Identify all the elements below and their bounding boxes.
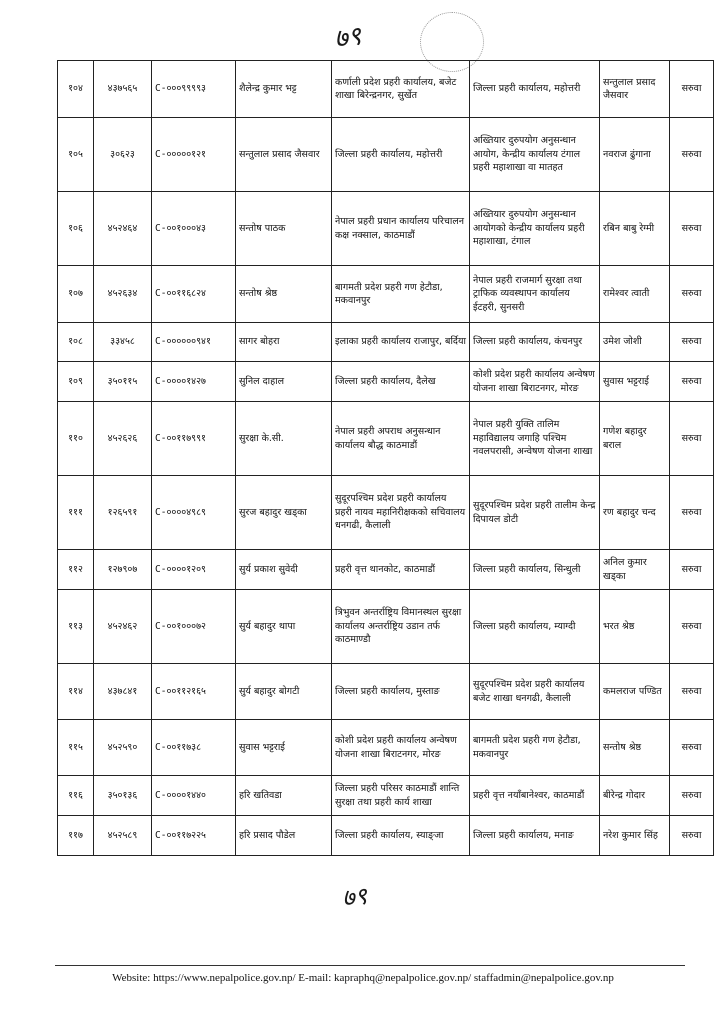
swap-with-cell: नरेश कुमार सिंह bbox=[600, 816, 670, 856]
swap-with-cell: रबिन बाबु रेग्मी bbox=[600, 192, 670, 266]
action-cell: सरुवा bbox=[670, 720, 714, 776]
id-number-cell: ४३७५६५ bbox=[94, 61, 152, 118]
handwritten-page-number-top: ७९ bbox=[332, 21, 364, 55]
table-row bbox=[58, 61, 714, 118]
to-office-cell: अख्तियार दुरुपयोग अनुसन्धान आयोग, केन्द्रीय कार्यालय टंगाल प्रहरी महाशाखा वा मातहत bbox=[470, 118, 600, 192]
id-number-cell: ३५०११५ bbox=[94, 362, 152, 402]
from-office-cell: जिल्ला प्रहरी कार्यालय, मुस्ताङ bbox=[332, 664, 470, 720]
to-office-cell: जिल्ला प्रहरी कार्यालय, म्याग्दी bbox=[470, 590, 600, 664]
id-number-cell: ४५२६३४ bbox=[94, 266, 152, 323]
swap-with-cell: सन्तोष श्रेष्ठ bbox=[600, 720, 670, 776]
name-cell: सन्तोष श्रेष्ठ bbox=[236, 266, 332, 323]
serial-cell: ११३ bbox=[58, 590, 94, 664]
table-row bbox=[58, 476, 714, 550]
to-office-cell: कोशी प्रदेश प्रहरी कार्यालय अन्वेषण योजना शाखा बिराटनगर, मोरङ bbox=[470, 362, 600, 402]
action-cell: सरुवा bbox=[670, 402, 714, 476]
footer-contact: Website: https://www.nepalpolice.gov.np/ E-mail: kapraphq@nepalpolice.gov.np/ staffadmin@nepalpolice.gov.np bbox=[112, 972, 614, 984]
swap-with-cell: सन्तुलाल प्रसाद जैसवार bbox=[600, 61, 670, 118]
id-number-cell: ३३४५८ bbox=[94, 323, 152, 362]
code-cell: C-०००९९९९३ bbox=[152, 61, 236, 118]
id-number-cell: ४५२५९० bbox=[94, 720, 152, 776]
serial-cell: १०९ bbox=[58, 362, 94, 402]
table-row bbox=[58, 192, 714, 266]
name-cell: हरि प्रसाद पौडेल bbox=[236, 816, 332, 856]
swap-with-cell: कमलराज पण्डित bbox=[600, 664, 670, 720]
action-cell: सरुवा bbox=[670, 61, 714, 118]
code-cell: C-००१०००७२ bbox=[152, 590, 236, 664]
id-number-cell: ४५२४६४ bbox=[94, 192, 152, 266]
action-cell: सरुवा bbox=[670, 192, 714, 266]
name-cell: सुर्य बहादुर बोगटी bbox=[236, 664, 332, 720]
id-number-cell: १२७९०७ bbox=[94, 550, 152, 590]
table-row bbox=[58, 118, 714, 192]
table-row bbox=[58, 402, 714, 476]
from-office-cell: जिल्ला प्रहरी कार्यालय, दैलेख bbox=[332, 362, 470, 402]
action-cell: सरुवा bbox=[670, 590, 714, 664]
from-office-cell: नेपाल प्रहरी अपराध अनुसन्धान कार्यालय बौद्ध काठमाडौं bbox=[332, 402, 470, 476]
swap-with-cell: रामेश्वर त्वाती bbox=[600, 266, 670, 323]
id-number-cell: ३०६२३ bbox=[94, 118, 152, 192]
serial-cell: १०६ bbox=[58, 192, 94, 266]
table-row bbox=[58, 776, 714, 816]
swap-with-cell: गणेश बहादुर बराल bbox=[600, 402, 670, 476]
table-row bbox=[58, 323, 714, 362]
footer-divider bbox=[55, 965, 685, 966]
serial-cell: १०८ bbox=[58, 323, 94, 362]
code-cell: C-०००००१२१ bbox=[152, 118, 236, 192]
to-office-cell: जिल्ला प्रहरी कार्यालय, सिन्धुली bbox=[470, 550, 600, 590]
code-cell: C-००००१४४० bbox=[152, 776, 236, 816]
serial-cell: ११० bbox=[58, 402, 94, 476]
action-cell: सरुवा bbox=[670, 816, 714, 856]
action-cell: सरुवा bbox=[670, 323, 714, 362]
serial-cell: ११४ bbox=[58, 664, 94, 720]
to-office-cell: नेपाल प्रहरी राजमार्ग सुरक्षा तथा ट्राफिक व्यवस्थापन कार्यालय ईटहरी, सुनसरी bbox=[470, 266, 600, 323]
serial-cell: ११७ bbox=[58, 816, 94, 856]
serial-cell: ११५ bbox=[58, 720, 94, 776]
name-cell: हरि खतिवडा bbox=[236, 776, 332, 816]
id-number-cell: ४५२६२६ bbox=[94, 402, 152, 476]
serial-cell: १०५ bbox=[58, 118, 94, 192]
action-cell: सरुवा bbox=[670, 664, 714, 720]
name-cell: सन्तोष पाठक bbox=[236, 192, 332, 266]
serial-cell: १०७ bbox=[58, 266, 94, 323]
code-cell: C-००००१४२७ bbox=[152, 362, 236, 402]
code-cell: C-००११७२२५ bbox=[152, 816, 236, 856]
code-cell: C-००१०००४३ bbox=[152, 192, 236, 266]
name-cell: शैलेन्द्र कुमार भट्ट bbox=[236, 61, 332, 118]
swap-with-cell: बीरेन्द्र गोदार bbox=[600, 776, 670, 816]
from-office-cell: जिल्ला प्रहरी परिसर काठमाडौं शान्ति सुरक्षा तथा प्रहरी कार्य शाखा bbox=[332, 776, 470, 816]
to-office-cell: सुदूरपश्चिम प्रदेश प्रहरी तालीम केन्द्र दिपायल डोटी bbox=[470, 476, 600, 550]
from-office-cell: त्रिभुवन अन्तर्राष्ट्रिय विमानस्थल सुरक्षा कार्यालय अन्तर्राष्ट्रिय उडान तर्फ काठमाण्डौ bbox=[332, 590, 470, 664]
code-cell: C-००११२१६५ bbox=[152, 664, 236, 720]
to-office-cell: जिल्ला प्रहरी कार्यालय, कंचनपुर bbox=[470, 323, 600, 362]
to-office-cell: नेपाल प्रहरी युक्ति तालिम महाविद्यालय जगाहि पश्चिम नवलपरासी, अन्वेषण योजना शाखा bbox=[470, 402, 600, 476]
from-office-cell: इलाका प्रहरी कार्यालय राजापुर, बर्दिया bbox=[332, 323, 470, 362]
handwritten-page-number-bottom: ७९ bbox=[340, 881, 369, 913]
to-office-cell: जिल्ला प्रहरी कार्यालय, मनाङ bbox=[470, 816, 600, 856]
name-cell: सुनिल दाहाल bbox=[236, 362, 332, 402]
action-cell: सरुवा bbox=[670, 550, 714, 590]
name-cell: सुर्य प्रकाश सुवेदी bbox=[236, 550, 332, 590]
id-number-cell: ४५२४६२ bbox=[94, 590, 152, 664]
code-cell: C-००००१२०९ bbox=[152, 550, 236, 590]
from-office-cell: बागमती प्रदेश प्रहरी गण हेटौडा, मकवानपुर bbox=[332, 266, 470, 323]
table-row bbox=[58, 266, 714, 323]
table-row bbox=[58, 664, 714, 720]
to-office-cell: सुदूरपश्चिम प्रदेश प्रहरी कार्यालय बजेट शाखा धनगढी, कैलाली bbox=[470, 664, 600, 720]
to-office-cell: बागमती प्रदेश प्रहरी गण हेटौडा, मकवानपुर bbox=[470, 720, 600, 776]
action-cell: सरुवा bbox=[670, 362, 714, 402]
from-office-cell: जिल्ला प्रहरी कार्यालय, महोत्तरी bbox=[332, 118, 470, 192]
action-cell: सरुवा bbox=[670, 476, 714, 550]
serial-cell: ११२ bbox=[58, 550, 94, 590]
to-office-cell: अख्तियार दुरुपयोग अनुसन्धान आयोगको केन्द्रीय कार्यालय प्रहरी महाशाखा, टंगाल bbox=[470, 192, 600, 266]
name-cell: सुरक्षा के.सी. bbox=[236, 402, 332, 476]
from-office-cell: सुदूरपश्चिम प्रदेश प्रहरी कार्यालय प्रहरी नायव महानिरीक्षकको सचिवालय धनगढी, कैलाली bbox=[332, 476, 470, 550]
name-cell: सन्तुलाल प्रसाद जैसवार bbox=[236, 118, 332, 192]
from-office-cell: नेपाल प्रहरी प्रधान कार्यालय परिचालन कक्ष नक्साल, काठमाडौं bbox=[332, 192, 470, 266]
name-cell: सागर बोहरा bbox=[236, 323, 332, 362]
code-cell: C-००००४९८९ bbox=[152, 476, 236, 550]
swap-with-cell: नवराज ढुंगाना bbox=[600, 118, 670, 192]
table-row bbox=[58, 816, 714, 856]
id-number-cell: ४३७८४१ bbox=[94, 664, 152, 720]
name-cell: सुरज बहादुर खड्का bbox=[236, 476, 332, 550]
swap-with-cell: अनिल कुमार खड्का bbox=[600, 550, 670, 590]
code-cell: C-००००००९४१ bbox=[152, 323, 236, 362]
swap-with-cell: उमेश जोशी bbox=[600, 323, 670, 362]
id-number-cell: ३५०१३६ bbox=[94, 776, 152, 816]
id-number-cell: ४५२५८९ bbox=[94, 816, 152, 856]
name-cell: सुवास भट्टराई bbox=[236, 720, 332, 776]
table-row bbox=[58, 362, 714, 402]
from-office-cell: कर्णाली प्रदेश प्रहरी कार्यालय, बजेट शाखा बिरेन्द्रनगर, सुर्खेत bbox=[332, 61, 470, 118]
code-cell: C-००११७३८ bbox=[152, 720, 236, 776]
to-office-cell: प्रहरी वृत्त नयाँबानेश्वर, काठमाडौं bbox=[470, 776, 600, 816]
serial-cell: १०४ bbox=[58, 61, 94, 118]
id-number-cell: १२६५९१ bbox=[94, 476, 152, 550]
action-cell: सरुवा bbox=[670, 776, 714, 816]
action-cell: सरुवा bbox=[670, 118, 714, 192]
from-office-cell: प्रहरी वृत्त थानकोट, काठमाडौं bbox=[332, 550, 470, 590]
name-cell: सुर्य बहादुर थापा bbox=[236, 590, 332, 664]
serial-cell: ११६ bbox=[58, 776, 94, 816]
code-cell: C-००११७९९१ bbox=[152, 402, 236, 476]
serial-cell: १११ bbox=[58, 476, 94, 550]
from-office-cell: जिल्ला प्रहरी कार्यालय, स्याङ्जा bbox=[332, 816, 470, 856]
transfer-table bbox=[57, 60, 714, 856]
swap-with-cell: रण बहादुर चन्द bbox=[600, 476, 670, 550]
swap-with-cell: सुवास भट्टराई bbox=[600, 362, 670, 402]
swap-with-cell: भरत श्रेष्ठ bbox=[600, 590, 670, 664]
from-office-cell: कोशी प्रदेश प्रहरी कार्यालय अन्वेषण योजना शाखा बिराटनगर, मोरङ bbox=[332, 720, 470, 776]
action-cell: सरुवा bbox=[670, 266, 714, 323]
table-row bbox=[58, 590, 714, 664]
code-cell: C-००११६८२४ bbox=[152, 266, 236, 323]
table-row bbox=[58, 720, 714, 776]
to-office-cell: जिल्ला प्रहरी कार्यालय, महोत्तरी bbox=[470, 61, 600, 118]
table-row bbox=[58, 550, 714, 590]
